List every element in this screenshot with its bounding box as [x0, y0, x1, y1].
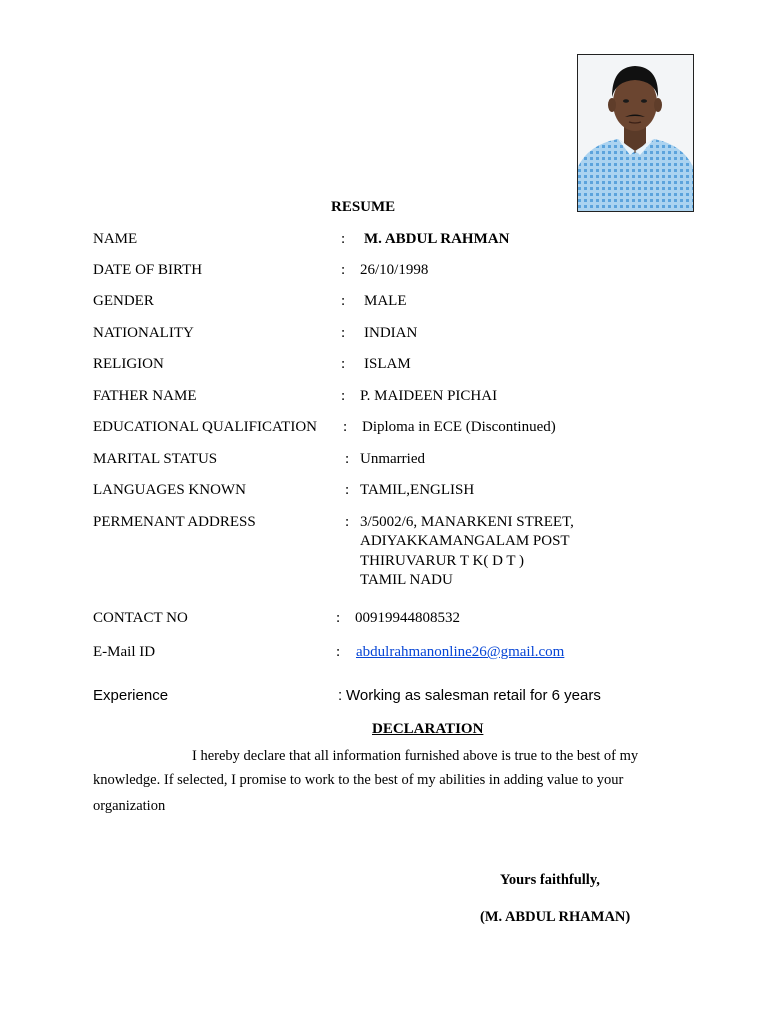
field-label-languages: LANGUAGES KNOWN: [93, 482, 246, 498]
address-line: 3/5002/6, MANARKENI STREET,: [360, 514, 574, 530]
person-portrait-icon: [578, 55, 693, 211]
separator: :: [341, 325, 346, 341]
separator: :: [345, 514, 350, 530]
separator: :: [343, 419, 348, 435]
field-value-marital-status: Unmarried: [360, 451, 425, 467]
field-label-gender: GENDER: [93, 293, 154, 309]
field-value-experience: Working as salesman retail for 6 years: [346, 687, 601, 704]
separator: :: [345, 482, 350, 498]
separator: :: [336, 644, 341, 660]
field-value-religion: ISLAM: [364, 356, 411, 372]
field-label-religion: RELIGION: [93, 356, 164, 372]
address-line: TAMIL NADU: [360, 571, 453, 588]
field-value-contact: 00919944808532: [355, 610, 460, 626]
profile-photo: [577, 54, 694, 212]
field-value-nationality: INDIAN: [364, 325, 418, 341]
declaration-line: knowledge. If selected, I promise to work to the best of my abilities in adding value to your: [93, 772, 624, 788]
field-value-name: M. ABDUL RAHMAN: [364, 231, 510, 247]
field-value-father-name: P. MAIDEEN PICHAI: [360, 388, 498, 404]
separator: :: [345, 451, 350, 467]
field-label-email: E-Mail ID: [93, 644, 156, 660]
email-link[interactable]: abdulrahmanonline26@gmail.com: [356, 644, 565, 660]
field-value-gender: MALE: [364, 293, 407, 309]
field-label-address: PERMENANT ADDRESS: [93, 514, 256, 530]
separator: :: [336, 610, 341, 626]
field-value-address: [360, 513, 574, 590]
address-line: THIRUVARUR T K( D T ): [360, 552, 525, 569]
field-label-name: NAME: [93, 231, 138, 247]
field-value-dob: 26/10/1998: [360, 262, 429, 278]
field-label-dob: DATE OF BIRTH: [93, 262, 203, 278]
closing-text: Yours faithfully,: [500, 872, 600, 888]
declaration-line: organization: [93, 798, 166, 814]
declaration-heading: DECLARATION: [372, 721, 484, 737]
field-value-languages: TAMIL,ENGLISH: [360, 482, 475, 498]
field-label-nationality: NATIONALITY: [93, 325, 194, 341]
separator: :: [341, 231, 346, 247]
field-label-father-name: FATHER NAME: [93, 388, 197, 404]
signature-name: (M. ABDUL RHAMAN): [480, 909, 631, 925]
field-label-experience: Experience: [93, 687, 169, 704]
declaration-line: I hereby declare that all information furnished above is true to the best of my: [192, 748, 639, 764]
separator: :: [341, 388, 346, 404]
field-value-education: Diploma in ECE (Discontinued): [362, 419, 556, 435]
separator: :: [341, 262, 346, 278]
separator: :: [341, 356, 346, 372]
separator: :: [338, 687, 343, 704]
field-label-marital-status: MARITAL STATUS: [93, 451, 218, 467]
address-line: ADIYAKKAMANGALAM POST: [360, 533, 570, 550]
separator: :: [341, 293, 346, 309]
field-label-education: EDUCATIONAL QUALIFICATION: [93, 419, 318, 435]
document-title: RESUME: [331, 199, 396, 215]
field-label-contact: CONTACT NO: [93, 610, 188, 626]
